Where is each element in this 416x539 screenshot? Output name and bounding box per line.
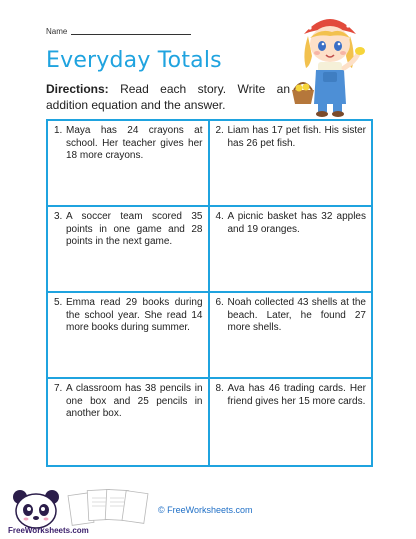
- problem-grid: [46, 119, 373, 467]
- worksheet-title: Everyday Totals: [46, 48, 222, 73]
- problem-cell-1[interactable]: [48, 121, 210, 207]
- problem-number: 5.: [54, 297, 63, 308]
- directions-label: Directions:: [46, 82, 109, 96]
- problem-text: A soccer team scored 35 points in one game and 28 points in the next game.: [66, 211, 203, 247]
- problem-cell-5[interactable]: [48, 293, 210, 379]
- problem-cell-7[interactable]: [48, 379, 210, 465]
- problem-number: 2.: [215, 125, 224, 136]
- brand-logo-text: FreeWorksheets.com: [8, 526, 89, 535]
- directions: [46, 81, 290, 113]
- problem-text: Liam has 17 pet fish. His sister has 26 pet fish.: [227, 125, 366, 149]
- name-field: [46, 27, 191, 36]
- problem-cell-4[interactable]: [210, 207, 372, 293]
- problem-cell-8[interactable]: [210, 379, 372, 465]
- directions-text: Read each story. Write an addition equation and the answer.: [46, 82, 290, 112]
- problem-number: 4.: [215, 211, 224, 222]
- problem-cell-2[interactable]: [210, 121, 372, 207]
- name-label: Name: [46, 27, 68, 36]
- name-blank-line[interactable]: [71, 34, 191, 35]
- problem-cell-3[interactable]: [48, 207, 210, 293]
- problem-number: 6.: [215, 297, 224, 308]
- problem-text: A classroom has 38 pencils in one box and 25 pencils in another box.: [66, 383, 203, 419]
- problem-text: Noah collected 43 shells at the beach. Later, he found 27 more shells.: [227, 297, 366, 333]
- problem-number: 7.: [54, 383, 63, 394]
- problem-number: 1.: [54, 125, 63, 136]
- problem-text: Ava has 46 trading cards. Her friend gives her 15 more cards.: [227, 383, 366, 407]
- girl-with-basket-icon: [290, 6, 370, 118]
- problem-text: Maya has 24 crayons at school. Her teacher gives her 18 more crayons.: [66, 125, 203, 161]
- problem-text: A picnic basket has 32 apples and 19 oranges.: [227, 211, 366, 235]
- problem-cell-6[interactable]: [210, 293, 372, 379]
- footer-link[interactable]: © FreeWorksheets.com: [158, 505, 253, 515]
- problem-text: Emma read 29 books during the school year. She read 14 more books during summer.: [66, 297, 203, 333]
- worksheet-thumbnails-icon: [66, 486, 166, 528]
- problem-number: 3.: [54, 211, 63, 222]
- problem-number: 8.: [215, 383, 224, 394]
